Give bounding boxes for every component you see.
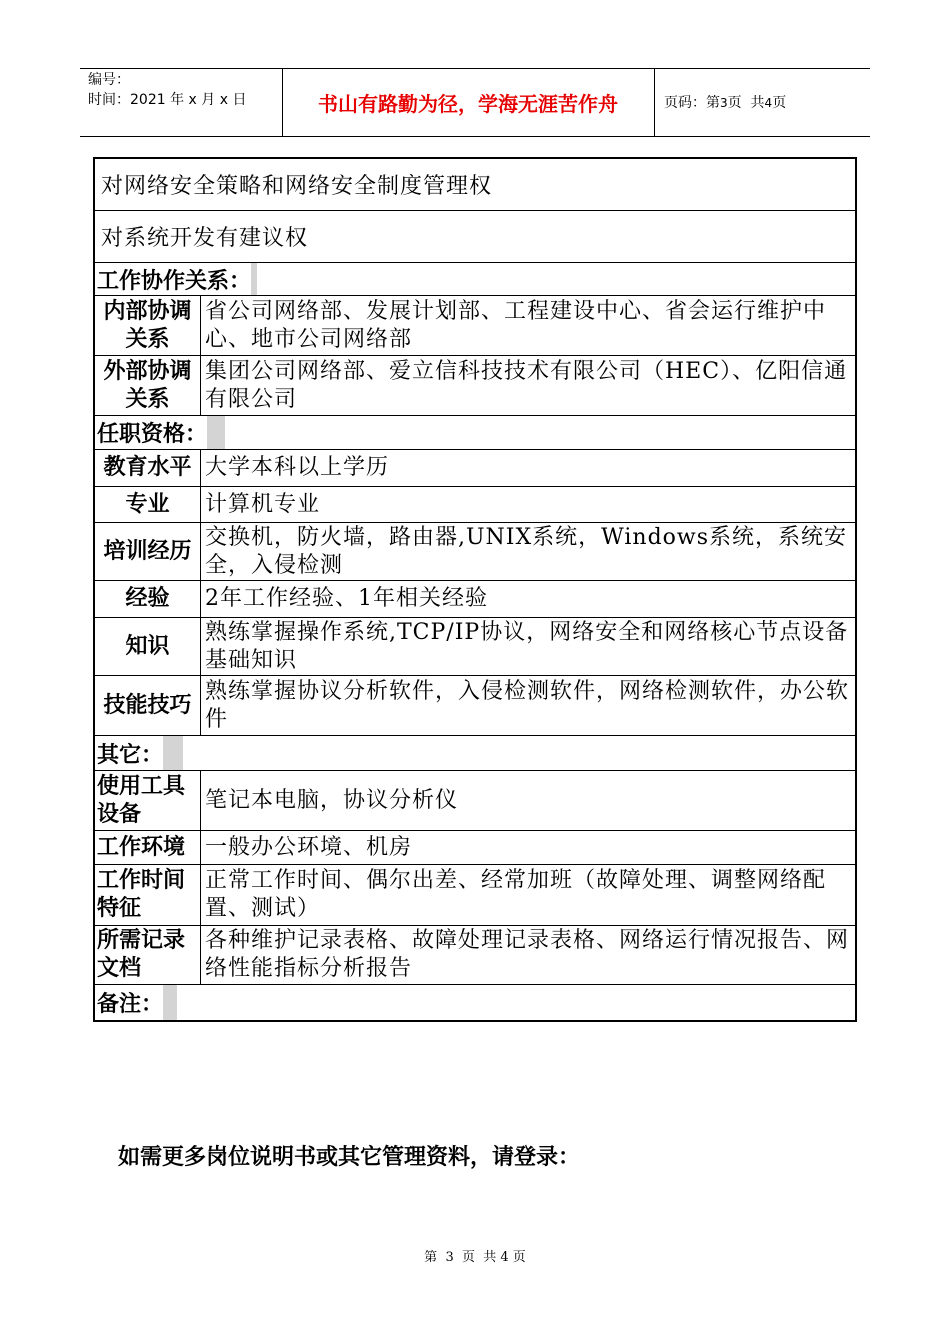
section-title: 任职资格：: [95, 417, 207, 448]
more-resources-text: 如需更多岗位说明书或其它管理资料，请登录：: [118, 1145, 581, 1170]
section-header-other: [95, 735, 855, 770]
page-label: 页码：第: [664, 95, 720, 111]
doc-number-label: 编号：: [88, 72, 130, 88]
authority-text: 对网络安全策略和网络安全制度管理权: [101, 174, 493, 199]
table-row: [95, 486, 855, 522]
section-shade: [163, 985, 177, 1020]
section-header-cooperation: [95, 262, 855, 295]
row-value: 计算机专业: [205, 491, 321, 517]
row-value: 熟练掌握协议分析软件，入侵检测软件，网络检测软件，办公软件: [205, 678, 850, 732]
table-row: [95, 159, 855, 210]
section-title: 备注：: [95, 987, 163, 1018]
row-label: 外部协调关系: [95, 356, 201, 415]
page-footer: [0, 1246, 950, 1265]
page-mid: 页 共: [727, 95, 765, 111]
table-row: [95, 210, 855, 262]
page-total: 4: [764, 96, 773, 110]
row-label: 内部协调关系: [95, 296, 201, 355]
table-row: [95, 449, 855, 486]
page-end: 页: [772, 95, 787, 111]
table-row: [95, 580, 855, 617]
section-shade: [207, 416, 225, 449]
row-label: 教育水平: [95, 450, 201, 486]
row-value: 省公司网络部、发展计划部、工程建设中心、省会运行维护中心、地市公司网络部: [205, 298, 827, 352]
row-label: 培训经历: [95, 523, 201, 580]
footer-total: 4: [500, 1250, 509, 1265]
row-label: 技能技巧: [95, 676, 201, 735]
table-row: [95, 675, 855, 735]
header-divider: [282, 68, 283, 136]
row-value: 熟练掌握操作系统,TCP/IP协议，网络安全和网络核心节点设备基础知识: [205, 619, 849, 673]
table-row: [95, 355, 855, 415]
header-motto: 书山有路勤为径，学海无涯苦作舟: [318, 91, 618, 116]
footer-current: 3: [445, 1250, 454, 1265]
row-label: 知识: [95, 618, 201, 675]
header-meta: [88, 70, 246, 110]
page-current: 3: [720, 96, 728, 110]
section-header-remarks: [95, 984, 855, 1020]
row-label: 工作时间特征: [95, 865, 201, 925]
footer-mid: 页 共: [453, 1250, 501, 1265]
table-row: [95, 295, 855, 355]
header-page-indicator: [664, 92, 786, 112]
authority-text: 对系统开发有建议权: [101, 226, 309, 251]
section-shade: [251, 263, 257, 295]
header-divider: [654, 68, 655, 136]
footer-prefix: 第: [424, 1250, 446, 1265]
row-value: 交换机，防火墙，路由器,UNIX系统，Windows系统，系统安全，入侵检测: [205, 524, 848, 578]
header-bottom-rule: [80, 136, 870, 137]
table-row: [95, 617, 855, 675]
row-label: 专业: [95, 487, 201, 522]
row-value: 各种维护记录表格、故障处理记录表格、网络运行情况报告、网络性能指标分析报告: [205, 928, 850, 981]
row-value: 正常工作时间、偶尔出差、经常加班（故障处理、调整网络配置、测试）: [205, 868, 827, 921]
section-title: 其它：: [95, 738, 163, 769]
row-value: 大学本科以上学历: [205, 455, 390, 480]
job-description-table: [93, 157, 857, 1022]
section-header-qualification: [95, 415, 855, 449]
row-label: 所需记录文档: [95, 926, 201, 984]
table-row: [95, 770, 855, 830]
footer-suffix: 页: [508, 1250, 526, 1265]
table-row: [95, 864, 855, 925]
section-shade: [163, 736, 183, 770]
row-label: 工作环境: [95, 831, 201, 864]
table-row: [95, 925, 855, 984]
section-title: 工作协作关系：: [95, 264, 251, 295]
row-value: 笔记本电脑，协议分析仪: [205, 787, 459, 813]
row-value: 2年工作经验、1年相关经验: [205, 586, 488, 611]
table-row: [95, 522, 855, 580]
row-label: 经验: [95, 581, 201, 617]
row-label: 使用工具设备: [95, 771, 201, 830]
row-value: 集团公司网络部、爱立信科技技术有限公司（HEC）、亿阳信通有限公司: [205, 358, 848, 412]
date-label: 时间：2021 年 x 月 x 日: [88, 92, 247, 108]
row-value: 一般办公环境、机房: [205, 834, 413, 860]
table-row: [95, 830, 855, 864]
